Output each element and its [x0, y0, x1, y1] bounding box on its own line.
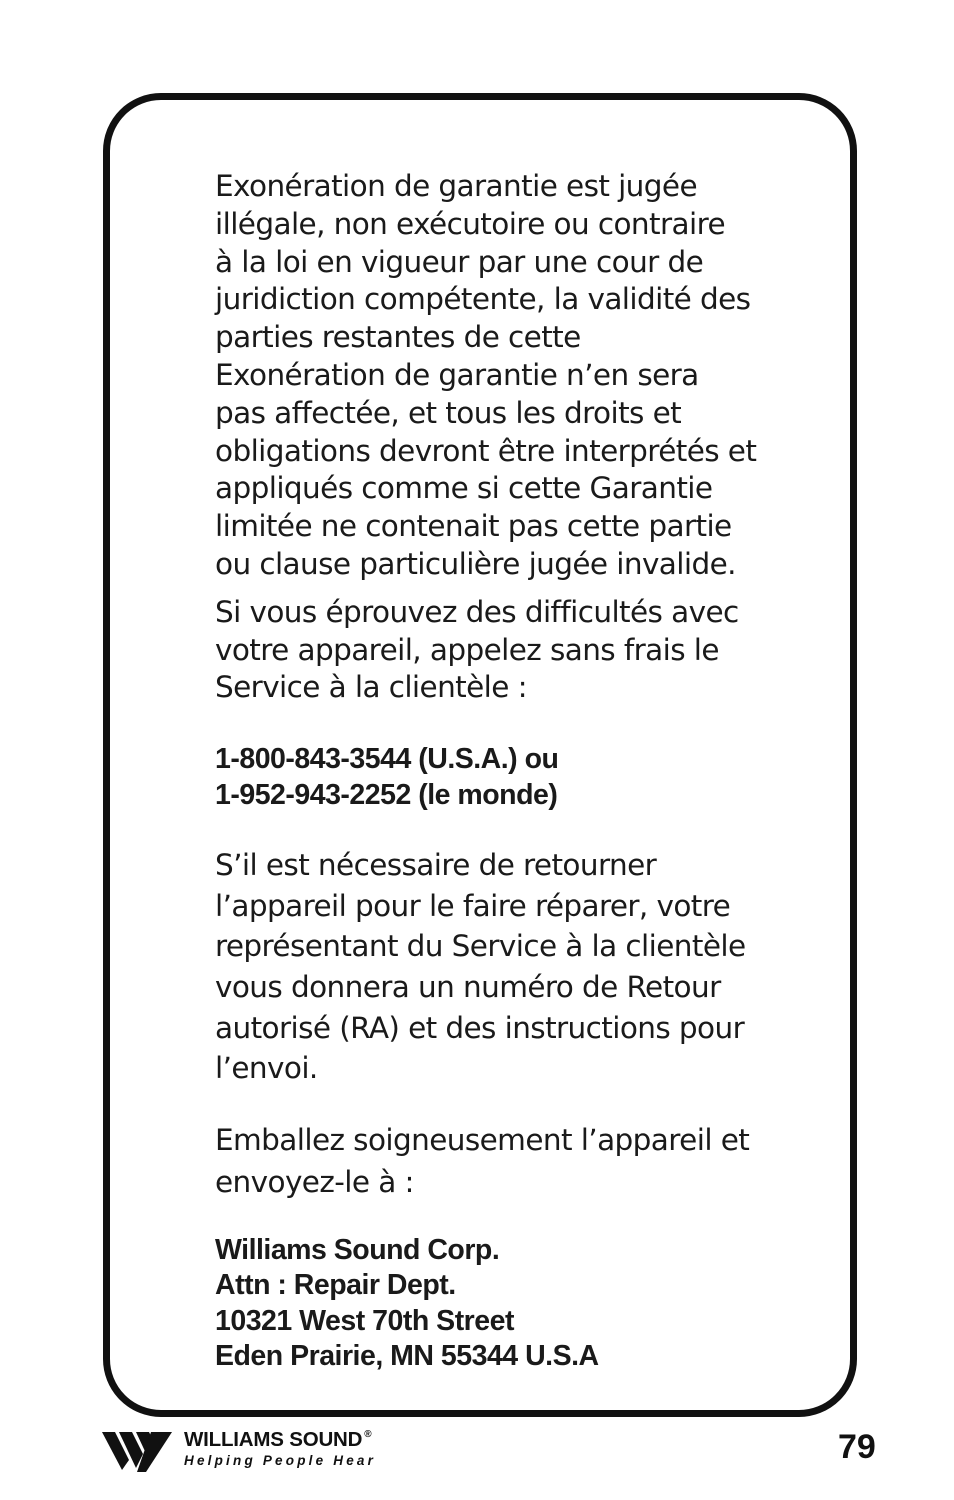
- text-line: juridiction compétente, la validité des: [215, 282, 751, 317]
- address-company: Williams Sound Corp.: [215, 1233, 500, 1266]
- address-street: 10321 West 70th Street: [215, 1304, 514, 1337]
- address-city: Eden Prairie, MN 55344 U.S.A: [215, 1340, 599, 1373]
- text-line: votre appareil, appelez sans frais le: [215, 632, 719, 667]
- return-instructions-paragraph: [215, 845, 805, 1089]
- text-line: Si vous éprouvez des difficultés avec: [215, 594, 739, 629]
- text-line: illégale, non exécutoire ou contraire: [215, 206, 726, 241]
- text-line: Emballez soigneusement l’appareil et: [215, 1122, 750, 1157]
- text-line: ou clause particulière jugée invalide.: [215, 546, 736, 581]
- text-line: envoyez-le à :: [215, 1164, 414, 1199]
- phone-numbers: [215, 742, 805, 813]
- brand-name-text: WILLIAMS SOUND: [184, 1428, 363, 1451]
- text-line: l’appareil pour le faire réparer, votre: [215, 888, 731, 923]
- text-line: S’il est nécessaire de retourner: [215, 848, 657, 883]
- text-line: appliqués comme si cette Garantie: [215, 471, 713, 506]
- text-line: vous donnera un numéro de Retour: [215, 969, 721, 1004]
- text-line: Service à la clientèle :: [215, 670, 527, 705]
- address-attention: Attn : Repair Dept.: [215, 1269, 456, 1302]
- registered-mark: ®: [364, 1429, 372, 1440]
- page-content: [215, 168, 805, 1375]
- text-line: à la loi en vigueur par une cour de: [215, 244, 704, 279]
- text-line: représentant du Service à la clientèle: [215, 929, 746, 964]
- phone-number-world: 1-952-943-2252 (le monde): [215, 778, 558, 811]
- customer-service-paragraph: [215, 594, 805, 707]
- mailing-address: [215, 1233, 805, 1375]
- text-line: autorisé (RA) et des instructions pour: [215, 1010, 745, 1045]
- williams-sound-logo-icon: [102, 1430, 172, 1472]
- brand-name: [184, 1428, 371, 1452]
- text-line: l’envoi.: [215, 1051, 318, 1086]
- text-line: Exonération de garantie est jugée: [215, 169, 698, 203]
- text-line: Exonération de garantie n’en sera: [215, 357, 699, 392]
- text-line: limitée ne contenait pas cette partie: [215, 509, 732, 544]
- packing-instructions-paragraph: [215, 1119, 805, 1203]
- text-line: obligations devront être interprétés et: [215, 433, 757, 468]
- brand-tagline: Helping People Hear: [184, 1453, 377, 1468]
- page-number: 79: [838, 1428, 876, 1466]
- warranty-disclaimer-paragraph: [215, 168, 805, 584]
- text-line: parties restantes de cette: [215, 320, 581, 355]
- text-line: pas affectée, et tous les droits et: [215, 395, 682, 430]
- phone-number-usa: 1-800-843-3544 (U.S.A.) ou: [215, 743, 559, 776]
